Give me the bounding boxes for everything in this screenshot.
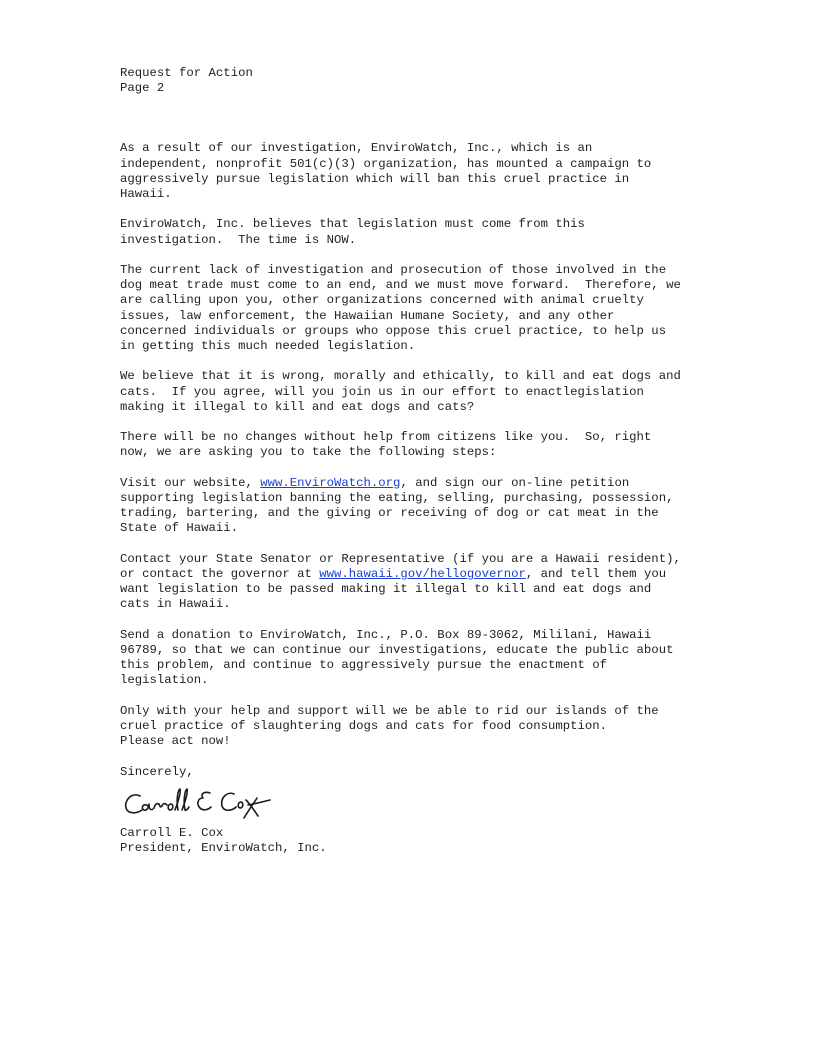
paragraph-call-to-action: The current lack of investigation and prosecution of those involved in the dog meat trade must come to an end, and we must move forward. Therefore, we are calling upon you, other organizations concerned with animal cruelty issues, law enforcement, the Hawaiian Humane Society, and any other concerned individuals or groups who oppose this cruel practice, to help us in getting this much needed legislation. (120, 263, 681, 354)
handwritten-signature (122, 784, 282, 826)
letter-page (120, 66, 760, 856)
signer-title: President, EnviroWatch, Inc. (120, 841, 327, 855)
text-fragment: Visit our website, (120, 475, 261, 490)
paragraph-closing-appeal: Only with your help and support will we be able to rid our islands of the cruel practice of slaughtering dogs and cats for food consumption. Please act now! (120, 703, 659, 749)
spacer (120, 96, 760, 141)
envirowatch-website-link[interactable]: www.EnviroWatch.org (260, 475, 401, 490)
paragraph-investigation: As a result of our investigation, EnviroWatch, Inc., which is an independent, nonprofit 501(c)(3) organization, has mounted a campaign to aggressively pursue legislation which will ban this cruel practice in Hawaii. (120, 141, 652, 202)
paragraph-contact-officials (120, 552, 760, 613)
paragraph-legislation: EnviroWatch, Inc. believes that legislation must come from this investigation. The time is NOW. (120, 217, 585, 247)
header-page-number: Page 2 (120, 81, 165, 96)
text-fragment: , and sign our on-line petition supporting legislation banning the eating, selling, purchasing, possession, trading, bartering, and the giving or receiving of dog or cat meat in the State of Hawaii. (120, 475, 674, 536)
governor-website-link[interactable]: www.hawaii.gov/hellogovernor (319, 567, 526, 581)
signer-name: Carroll E. Cox (120, 825, 224, 840)
paragraph-visit-website (120, 476, 760, 537)
text-fragment: , and tell them you want legislation to be passed making it illegal to kill and eat dogs and cats in Hawaii. (120, 567, 667, 612)
paragraph-steps-intro: There will be no changes without help from citizens like you. So, right now, we are asking you to take the following steps: (120, 430, 652, 460)
paragraph-belief: We believe that it is wrong, morally and ethically, to kill and eat dogs and cats. If you agree, will you join us in our effort to enactlegislation making it illegal to kill and eat dogs and cats? (120, 369, 681, 414)
text-fragment: Contact your State Senator or Representative (if you are a Hawaii resident), or contact the governor at (120, 551, 681, 581)
header-title: Request for Action (120, 66, 253, 80)
closing-salutation: Sincerely, (120, 764, 194, 779)
paragraph-donation: Send a donation to EnviroWatch, Inc., P.O. Box 89-3062, Mililani, Hawaii 96789, so that we can continue our investigations, educate the public about this problem, and continue to aggressively pursue the enactment of legislation. (120, 627, 674, 688)
